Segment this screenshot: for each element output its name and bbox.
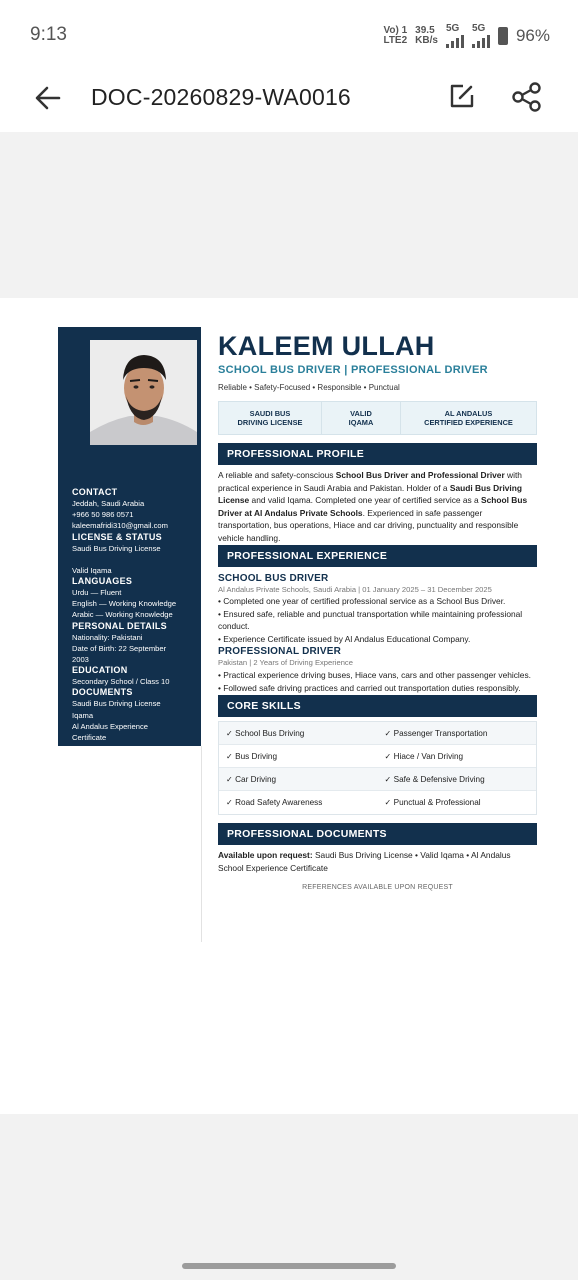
job-bullet: • Experience Certificate issued by Al Andalus Educational Company. [218,633,471,644]
person-photo-icon [90,340,197,445]
home-indicator[interactable] [182,1263,396,1269]
skill-item: ✓ Bus Driving [219,745,378,768]
status-time: 9:13 [30,24,67,45]
skill-item: ✓ Road Safety Awareness [226,798,323,808]
language-item: English — Working Knowledge [72,599,177,609]
job-bullet: • Practical experience driving buses, Hiace vans, cars and other passenger vehicles. [218,669,531,680]
contact-phone: +966 50 986 0571 [72,510,134,520]
documents-heading: DOCUMENTS [72,687,133,698]
skill-item: ✓ Car Driving [219,768,378,791]
document-item: Saudi Bus Driving License [72,699,161,709]
license-item: Saudi Bus Driving License [72,543,161,553]
personal-heading: PERSONAL DETAILS [72,620,167,631]
job-bullet: • Ensured safe, reliable and punctual transportation while maintaining professional conduct. [218,608,523,632]
job-title: SCHOOL BUS DRIVER [218,572,329,584]
profile-text: A reliable and safety-conscious School Bus Driver and Professional Driver with practical experience in Saudi Arabia and Pakistan. Holder of a Saudi Bus Driving License and valid Iqama. Completed one year of certified service as a School Bus Driver at Al Andalus Private Schools. Experienced in safe passenger transportation, bus operations, Hiace and car driving, punctuality and responsible vehicle handling. [218,470,528,543]
page-divider [201,746,202,942]
skill-item: ✓ Punctual & Professional [384,798,481,808]
job-meta: Al Andalus Private Schools, Saudi Arabia | 01 January 2025 – 31 December 2025 [218,584,492,594]
candidate-name: KALEEM ULLAH [218,331,435,361]
profile-photo [90,340,197,445]
signal-sim1-icon: 5G [446,24,464,48]
credential-badges [218,401,537,435]
job-bullet: • Followed safe driving practices and carried out transportation duties responsibly. [218,682,521,693]
badge-experience: AL ANDALUS CERTIFIED EXPERIENCE [424,409,513,427]
skill-item: ✓ Passenger Transportation [378,722,537,745]
education-item: Secondary School / Class 10 [72,677,170,687]
arrow-left-icon [30,80,66,116]
document-page[interactable] [0,298,578,1114]
references-note: REFERENCES AVAILABLE UPON REQUEST [302,884,453,892]
license-item: Valid Iqama [72,565,112,575]
signal-sim2-icon: 5G [472,24,490,48]
skill-item: ✓ Hiace / Van Driving [378,745,537,768]
document-title: DOC-20260829-WA0016 [91,84,351,110]
documents-text: Available upon request: Saudi Bus Driving License • Valid Iqama • Al Andalus School Experience Certificate [218,850,511,873]
document-item: Iqama [72,710,94,720]
resume-sidebar [58,327,201,746]
status-bar [0,0,578,64]
document-item: Al Andalus Experience [72,721,148,731]
edit-icon [446,80,478,112]
personal-item: 2003 [72,655,89,665]
resume-main [218,327,537,891]
job-entry [218,573,537,646]
candidate-traits: Reliable • Safety-Focused • Responsible • Punctual [218,383,400,392]
personal-item: Nationality: Pakistani [72,632,143,642]
edit-button[interactable] [446,80,478,112]
language-item: Arabic — Working Knowledge [72,610,173,620]
job-bullet: • Completed one year of certified professional service as a School Bus Driver. [218,596,506,607]
battery-percent: 96% [515,26,550,45]
profile-heading: PROFESSIONAL PROFILE [218,443,537,465]
skills-grid [218,721,537,815]
contact-location: Jeddah, Saudi Arabia [72,499,145,508]
app-bar [0,64,578,132]
job-entry [218,646,537,694]
skill-item: ✓ School Bus Driving [219,722,378,745]
network-indicator: Vo) 1 LTE2 [383,25,408,46]
status-icons [383,24,550,48]
data-speed: 39.5 KB/s [415,25,438,46]
education-heading: EDUCATION [72,665,128,676]
documents-section-heading: PROFESSIONAL DOCUMENTS [218,823,537,845]
document-item: Certificate [72,733,107,743]
candidate-subtitle: SCHOOL BUS DRIVER | PROFESSIONAL DRIVER [218,364,488,376]
contact-email: kaleemafridi310@gmail.com [72,521,168,531]
personal-item: Date of Birth: 22 September [72,643,167,653]
sidebar-content [72,487,198,743]
contact-heading: CONTACT [72,487,118,497]
language-item: Urdu — Fluent [72,588,122,598]
skills-heading: CORE SKILLS [218,695,537,717]
languages-heading: LANGUAGES [72,576,133,587]
job-title: PROFESSIONAL DRIVER [218,646,342,658]
skill-item: ✓ Safe & Defensive Driving [378,768,537,791]
share-icon [510,80,544,114]
badge-iqama: VALID IQAMA [322,402,401,434]
license-heading: LICENSE & STATUS [72,531,162,542]
experience-heading: PROFESSIONAL EXPERIENCE [218,545,537,567]
back-button[interactable] [30,80,66,116]
badge-license: SAUDI BUS DRIVING LICENSE [219,402,322,434]
share-button[interactable] [510,80,544,114]
battery-icon [498,27,508,45]
job-meta: Pakistan | 2 Years of Driving Experience [218,658,353,668]
